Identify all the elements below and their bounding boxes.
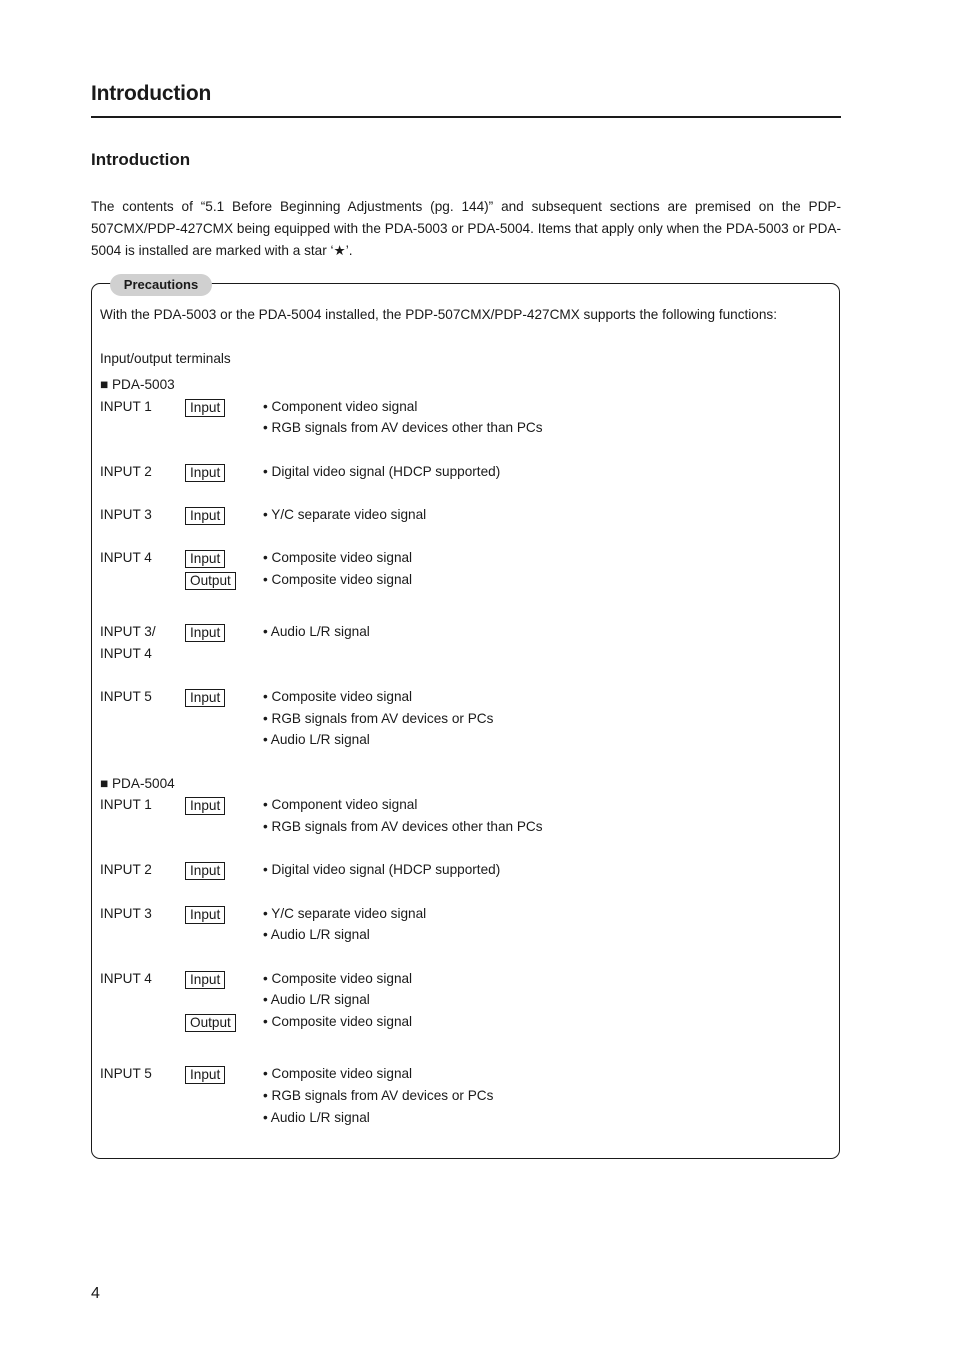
signal-item: • Y/C separate video signal: [263, 507, 427, 522]
terminal-label: INPUT 4: [100, 971, 152, 986]
signal-item: • Audio L/R signal: [263, 1110, 370, 1125]
signal-item: • RGB signals from AV devices other than PCs: [263, 420, 543, 435]
precautions-tab: Precautions: [110, 274, 212, 296]
terminal-label: INPUT 4: [100, 646, 152, 661]
signal-item: • Composite video signal: [263, 572, 413, 587]
input-tag: Input: [185, 689, 225, 707]
signal-item: • Digital video signal (HDCP supported): [263, 464, 501, 479]
signal-item: • Composite video signal: [263, 971, 413, 986]
signal-item: • Audio L/R signal: [263, 624, 370, 639]
page-number: 4: [91, 1285, 100, 1302]
signal-item: • RGB signals from AV devices other than PCs: [263, 819, 543, 834]
signal-item: • Component video signal: [263, 399, 418, 414]
signal-item: • Y/C separate video signal: [263, 906, 427, 921]
input-tag: Input: [185, 906, 225, 924]
section-title: Introduction: [91, 150, 191, 169]
input-tag: Input: [185, 971, 225, 989]
terminal-label: INPUT 3/: [100, 624, 156, 639]
signal-item: • Audio L/R signal: [263, 927, 370, 942]
terminals-subheading: Input/output terminals: [100, 351, 231, 366]
input-tag: Input: [185, 1066, 225, 1084]
signal-item: • RGB signals from AV devices or PCs: [263, 1088, 494, 1103]
input-tag: Input: [185, 624, 225, 642]
signal-item: • Composite video signal: [263, 1014, 413, 1029]
input-tag: Input: [185, 507, 225, 525]
terminal-label: INPUT 1: [100, 399, 152, 414]
signal-item: • Audio L/R signal: [263, 732, 370, 747]
terminal-label: INPUT 5: [100, 689, 152, 704]
input-tag: Input: [185, 464, 225, 482]
board-heading-pda-5004: ■ PDA-5004: [100, 776, 175, 791]
input-tag: Input: [185, 550, 225, 568]
intro-paragraph: The contents of “5.1 Before Beginning Adjustments (pg. 144)” and subsequent sections are premised on the PDP-507CMX/PDP-427CMX being equipped with the PDA-5003 or PDA-5004. Items that apply only when the PDA-5003 or PDA-5004 is installed are marked with a star ‘★’.: [91, 199, 841, 258]
signal-item: • Component video signal: [263, 797, 418, 812]
terminal-label: INPUT 1: [100, 797, 152, 812]
header-title: Introduction: [91, 82, 212, 105]
board-heading-pda-5003: ■ PDA-5003: [100, 377, 175, 392]
signal-item: • Digital video signal (HDCP supported): [263, 862, 501, 877]
input-tag: Input: [185, 862, 225, 880]
output-tag: Output: [185, 1014, 236, 1032]
terminal-label: INPUT 4: [100, 550, 152, 565]
input-tag: Input: [185, 399, 225, 417]
signal-item: • Composite video signal: [263, 1066, 413, 1081]
precautions-lead: With the PDA-5003 or the PDA-5004 installed, the PDP-507CMX/PDP-427CMX supports the following functions:: [100, 307, 777, 322]
signal-item: • Audio L/R signal: [263, 992, 370, 1007]
signal-item: • Composite video signal: [263, 689, 413, 704]
terminal-label: INPUT 2: [100, 862, 152, 877]
header-rule: [91, 116, 841, 118]
terminal-label: INPUT 3: [100, 507, 152, 522]
signal-item: • RGB signals from AV devices or PCs: [263, 711, 494, 726]
terminal-label: INPUT 2: [100, 464, 152, 479]
terminal-label: INPUT 5: [100, 1066, 152, 1081]
input-tag: Input: [185, 797, 225, 815]
output-tag: Output: [185, 572, 236, 590]
signal-item: • Composite video signal: [263, 550, 413, 565]
terminal-label: INPUT 3: [100, 906, 152, 921]
